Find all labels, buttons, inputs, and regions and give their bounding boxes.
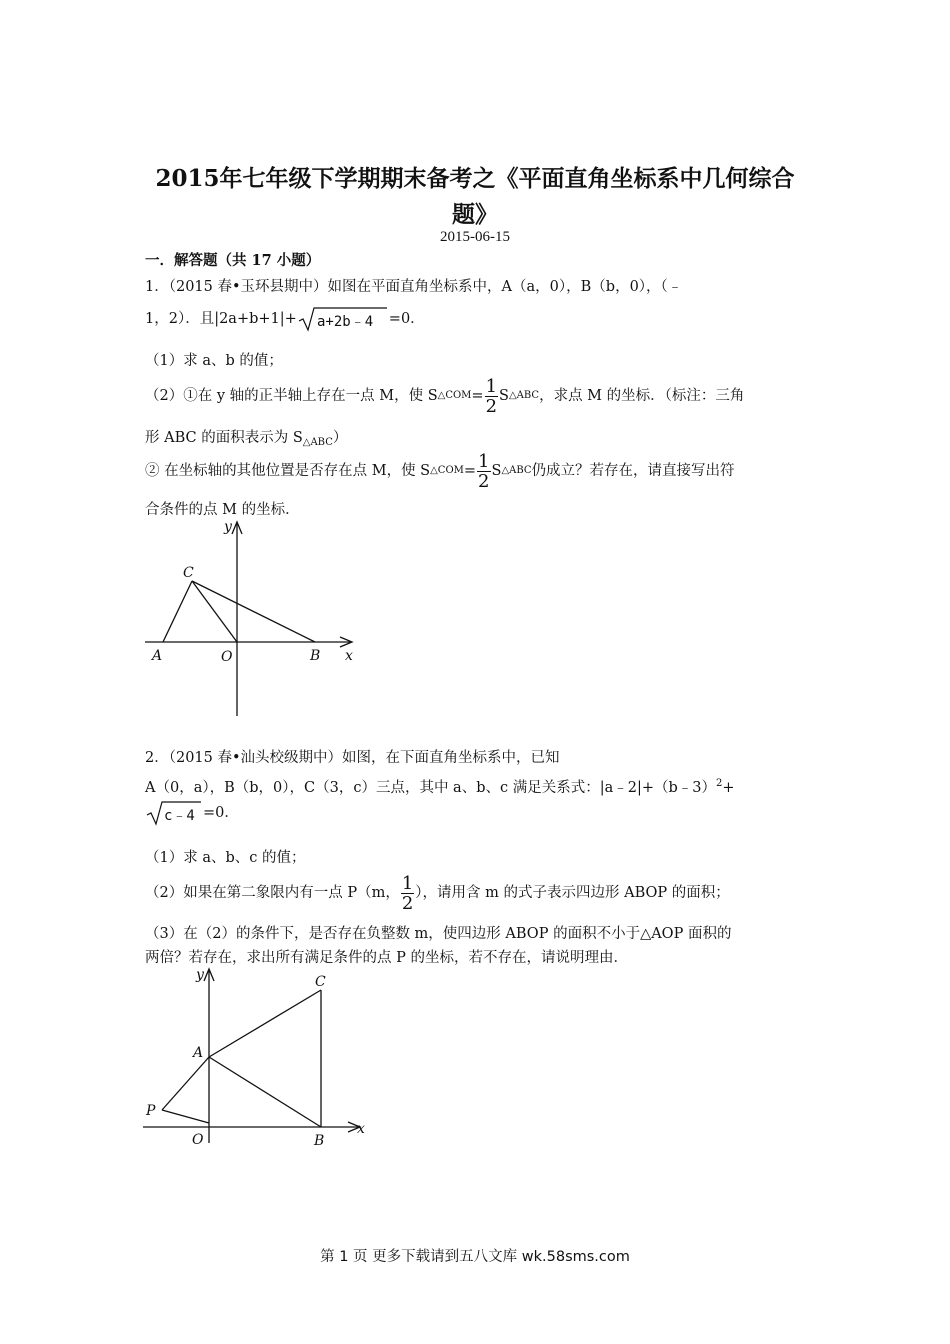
- q2-part3-line1: （3）在（2）的条件下，是否存在负整数 m，使四边形 ABOP 的面积不小于△AOP 面积的: [145, 926, 732, 942]
- label-x: x: [345, 648, 353, 664]
- q2-sqrt-expr: c﹣4: [164, 808, 195, 824]
- q1-part1: （1）求 a、b 的值；: [145, 353, 283, 369]
- label-y: y: [196, 967, 204, 983]
- segment-AB: [209, 1057, 321, 1127]
- label-P: P: [146, 1103, 156, 1119]
- document-date: 2015-06-15: [440, 229, 510, 245]
- q2-line2: A（0，a），B（b，0），C（3，c）三点，其中 a、b、c 满足关系式：|a﹣2|+（b﹣3）$^2$+: [145, 778, 735, 796]
- q1-figure: [140, 518, 370, 718]
- segment-PO: [162, 1110, 209, 1123]
- q1-part3: ② 在坐标轴的其他位置是否存在点 M，使 S △COM = $\frac{1}{2}$ S △ABC 仍成立？若存在，请直接写出符: [145, 450, 735, 492]
- segment-AC: [163, 581, 192, 642]
- label-C: C: [183, 565, 194, 581]
- page-title-line1: 2015年七年级下学期期末备考之《平面直角坐标系中几何综合: [155, 165, 795, 192]
- q2-figure: [140, 963, 380, 1153]
- label-O: O: [192, 1132, 204, 1148]
- q1-fraction-2: $\frac{1}{2}$: [478, 450, 490, 492]
- label-x: x: [357, 1121, 365, 1137]
- q1-part2: （2）①在 y 轴的正半轴上存在一点 M，使 S △COM = $\frac{1}{2}$ S △ABC ，求点 M 的坐标．（标注：三角: [145, 375, 745, 417]
- segment-CB: [192, 581, 315, 642]
- q2-sqrt: [145, 799, 203, 827]
- segment-CO: [192, 581, 237, 642]
- q1-line2-suffix: =0．: [388, 311, 425, 327]
- q2-part2: （2）如果在第二象限内有一点 P（m， $\frac{1}{2}$ ），请用含 m 的式子表示四边形 ABOP 的面积；: [145, 872, 730, 914]
- label-O: O: [221, 649, 233, 665]
- q1-sqrt: [297, 305, 389, 333]
- segment-AP: [162, 1057, 209, 1110]
- q1-line1: 1．（2015 春•玉环县期中）如图在平面直角坐标系中，A（a，0），B（b，0），（﹣: [145, 279, 683, 295]
- q1-line2: [145, 302, 425, 336]
- q1-sqrt-expr: a+2b﹣4: [316, 314, 373, 330]
- section-heading: 一．解答题（共 17 小题）: [145, 252, 321, 269]
- q1-line2-prefix: 1，2）．且|2a+b+1|+: [145, 311, 297, 327]
- label-A: A: [193, 1045, 204, 1061]
- q2-part1: （1）求 a、b、c 的值；: [145, 850, 306, 866]
- q2-line3: c﹣4 =0．: [145, 796, 239, 830]
- label-C: C: [315, 974, 326, 990]
- label-B: B: [314, 1133, 325, 1149]
- q2-line1: 2．（2015 春•汕头校级期中）如图，在下面直角坐标系中，已知: [145, 750, 560, 766]
- q1-part2-line2: 形 ABC 的面积表示为 $S_{\triangle ABC}$）: [145, 430, 348, 448]
- label-y: y: [224, 519, 232, 535]
- page-footer: 第 1 页 更多下载请到五八文库 wk.58sms.com: [320, 1249, 630, 1265]
- q2-part3-line2: 两倍？若存在，求出所有满足条件的点 P 的坐标，若不存在，请说明理由．: [145, 950, 628, 966]
- q2-fraction: $\frac{1}{2}$: [401, 872, 414, 914]
- q1-part3-line2: 合条件的点 M 的坐标．: [145, 502, 300, 518]
- label-B: B: [310, 648, 321, 664]
- segment-AC: [209, 990, 321, 1057]
- page-title-line2: 题》: [452, 201, 498, 228]
- label-A: A: [152, 648, 163, 664]
- q1-fraction: $\frac{1}{2}$: [485, 375, 498, 417]
